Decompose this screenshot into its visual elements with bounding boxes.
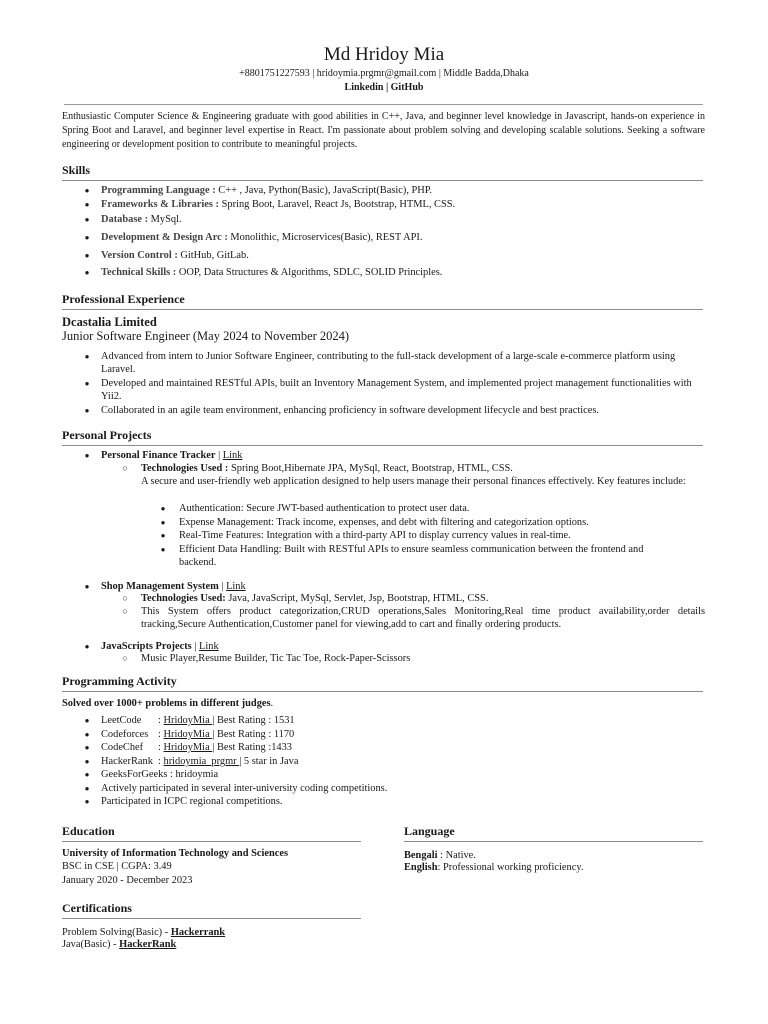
tech-label: Technologies Used :: [141, 463, 229, 474]
bullet-icon: ●: [84, 730, 90, 739]
certification-link[interactable]: HackerRank: [119, 939, 177, 950]
skill-value: MySql.: [150, 214, 182, 225]
judge-colon: :: [158, 756, 164, 767]
skill-item: [82, 198, 702, 211]
bullet-icon: ●: [84, 784, 90, 793]
profile-links: [0, 82, 768, 94]
judge-item: [82, 714, 295, 727]
section-heading-language: Language: [404, 824, 703, 842]
judge-item: [82, 755, 298, 768]
skill-value: Spring Boot, Laravel, React Js, Bootstrap, HTML, CSS.: [221, 199, 456, 210]
activity-item: [82, 768, 218, 781]
circle-bullet-icon: ○: [122, 463, 128, 473]
activity-item: [82, 782, 387, 795]
feature-label: Expense Management:: [179, 517, 274, 528]
certification-name: Problem Solving(Basic) -: [62, 927, 171, 938]
circle-bullet-icon: ○: [122, 606, 128, 616]
language-name: English: [404, 862, 438, 873]
language-level: : Native.: [437, 850, 476, 861]
project-description-row: [120, 652, 410, 665]
judge-name: LeetCode: [101, 715, 142, 726]
activity-intro-end: .: [270, 698, 274, 709]
candidate-name: Md Hridoy Mia: [323, 44, 445, 65]
bullet-icon: ●: [84, 743, 90, 752]
header-divider: [64, 104, 703, 105]
judge-name: HackerRank: [101, 756, 153, 767]
tech-list: Java, JavaScript, MySql, Servlet, Jsp, Bootstrap, HTML, CSS.: [225, 593, 489, 604]
project-title: Personal Finance Tracker: [101, 450, 216, 461]
bullet-icon: ●: [160, 531, 166, 540]
tech-label: Technologies Used:: [141, 593, 226, 604]
bullet-icon: ●: [84, 642, 90, 651]
judge-rating: | Best Rating : 1531: [212, 715, 295, 726]
project-description: A secure and user-friendly web application designed to help users manage their personal finances effectively. Key features include:: [141, 476, 686, 487]
activity-text: GeeksForGeeks : hridoymia: [101, 769, 219, 780]
bullet-icon: ●: [160, 518, 166, 527]
skill-item: [82, 231, 702, 244]
experience-text: Advanced from intern to Junior Software Engineer, contributing to the full-stack development of a large-scale e-commerce platform using Laravel.: [101, 351, 676, 376]
judge-item: [82, 741, 292, 754]
judge-rating: | Best Rating : 1170: [212, 729, 295, 740]
bullet-icon: ●: [84, 379, 90, 388]
bullet-icon: ●: [84, 352, 90, 361]
skill-label: Technical Skills :: [101, 267, 177, 278]
experience-text: Developed and maintained RESTful APIs, built an Inventory Management System, and implemented project management functionalities with Yii2.: [101, 378, 692, 403]
project-tech-row: [120, 592, 488, 605]
degree: BSC in CSE | CGPA: 3.49: [62, 861, 172, 872]
section-heading-experience: Professional Experience: [62, 292, 703, 310]
judge-handle-link[interactable]: HridoyMia: [163, 715, 213, 726]
skill-label: Version Control :: [101, 250, 178, 261]
certification-name: Java(Basic) -: [62, 939, 120, 950]
project-separator: |: [221, 581, 224, 592]
summary: Enthusiastic Computer Science & Engineering graduate with good abilities in C++, Java, and beginner level knowledge in Javascript, hands-on experience in Spring Boot and Laravel, and beginner level expertise in React. I'm passionate about problem solving and developing scalable solutions. Seeking a software engineering or development position to contribute to meaningful projects.: [62, 111, 705, 150]
feature-item: [158, 516, 703, 529]
project-link[interactable]: Link: [222, 450, 243, 461]
judge-rating: | 5 star in Java: [239, 756, 299, 767]
feature-text: Track income, expenses, and debt with filtering and categorization options.: [273, 517, 589, 528]
section-heading-activity: Programming Activity: [62, 674, 703, 692]
bullet-icon: ●: [160, 504, 166, 513]
skill-label: Frameworks & Libraries :: [101, 199, 220, 210]
skill-item: [82, 249, 702, 262]
bullet-icon: ●: [84, 716, 90, 725]
project-separator: |: [194, 641, 197, 652]
activity-item: [82, 795, 283, 808]
judge-handle-link[interactable]: hridoymia_prgmr: [163, 756, 240, 767]
feature-text: Built with RESTful APIs to ensure seamless communication between the frontend and backend.: [179, 544, 644, 569]
bullet-icon: ●: [84, 233, 90, 242]
activity-text: Actively participated in several inter-university coding competitions.: [101, 783, 388, 794]
project-tech-row: [120, 462, 513, 475]
feature-label: Authentication:: [179, 503, 244, 514]
github-link[interactable]: GitHub: [390, 82, 424, 93]
project-link[interactable]: Link: [226, 581, 246, 592]
skill-label: Database :: [101, 214, 149, 225]
certification-item: [62, 938, 176, 951]
feature-item: [158, 529, 703, 542]
certification-link[interactable]: Hackerrank: [170, 927, 226, 938]
project-description: Music Player,Resume Builder, Tic Tac Toe, Rock-Paper-Scissors: [141, 653, 411, 664]
school-name: University of Information Technology and Sciences: [62, 848, 289, 859]
activity-text: Participated in ICPC regional competitions.: [101, 796, 283, 807]
judge-handle-link[interactable]: HridoyMia: [163, 729, 213, 740]
skill-value: Monolithic, Microservices(Basic), REST API.: [230, 232, 423, 243]
feature-label: Real-Time Features:: [179, 530, 264, 541]
experience-bullet: [82, 377, 702, 403]
bullet-icon: ●: [84, 186, 90, 195]
language-item: [404, 861, 583, 874]
profile-separator: |: [385, 82, 389, 93]
skill-item: [82, 213, 702, 226]
bullet-icon: ●: [84, 200, 90, 209]
language-name: Bengali: [404, 850, 438, 861]
bullet-icon: ●: [84, 406, 90, 415]
education-dates: January 2020 - December 2023: [62, 875, 193, 886]
experience-bullet: [82, 350, 702, 376]
project-title: JavaScripts Projects: [101, 641, 192, 652]
section-heading-skills: Skills: [62, 163, 703, 181]
project-description-row: [120, 605, 705, 631]
skill-value: C++ , Java, Python(Basic), JavaScript(Basic), PHP.: [215, 185, 433, 196]
judge-colon: :: [158, 742, 164, 753]
tech-list: Spring Boot,Hibernate JPA, MySql, React, Bootstrap, HTML, CSS.: [228, 463, 513, 474]
judge-name: CodeChef: [101, 742, 144, 753]
feature-item: [158, 543, 683, 569]
skill-item: [82, 266, 702, 279]
bullet-icon: ●: [84, 770, 90, 779]
project-title: Shop Management System: [101, 581, 219, 592]
skill-value: GitHub, GitLab.: [180, 250, 249, 261]
section-heading-projects: Personal Projects: [62, 428, 703, 446]
linkedin-link[interactable]: Linkedin: [344, 82, 384, 93]
judge-item: [82, 728, 294, 741]
bullet-icon: ●: [84, 757, 90, 766]
bullet-icon: ●: [84, 215, 90, 224]
section-heading-education: Education: [62, 824, 361, 842]
judge-rating: | Best Rating :1433: [212, 742, 293, 753]
judge-name: Codeforces: [101, 729, 149, 740]
skill-label: Development & Design Arc :: [101, 232, 228, 243]
judge-colon: :: [158, 715, 164, 726]
activity-intro-text: Solved over 1000+ problems in different judges: [62, 698, 271, 709]
bullet-icon: ●: [84, 251, 90, 260]
bullet-icon: ●: [84, 797, 90, 806]
feature-item: [158, 502, 703, 515]
section-heading-certifications: Certifications: [62, 901, 361, 919]
circle-bullet-icon: ○: [122, 593, 128, 603]
project-separator: |: [218, 450, 221, 461]
activity-intro: [62, 697, 273, 710]
experience-bullet: [82, 404, 702, 417]
project-description: This System offers product categorization,CRUD operations,Sales Monitoring,Real time product availability,order details tracking,Secure Authentication,Customer panel for viewing,add to cart and finally ordering products.: [141, 606, 705, 631]
job-title: Junior Software Engineer (May 2024 to November 2024): [62, 329, 350, 343]
bullet-icon: ●: [84, 451, 90, 460]
skill-item: [82, 184, 702, 197]
skill-value: OOP, Data Structures & Algorithms, SDLC, SOLID Principles.: [178, 267, 443, 278]
feature-text: Integration with a third-party API to display currency values in real-time.: [263, 530, 571, 541]
judge-colon: :: [158, 729, 164, 740]
bullet-icon: ●: [84, 268, 90, 277]
project-link[interactable]: Link: [199, 641, 219, 652]
contact-line: +8801751227593 | hridoymia.prgmr@gmail.com | Middle Badda,Dhaka: [239, 68, 529, 79]
circle-bullet-icon: ○: [122, 653, 128, 663]
bullet-icon: ●: [84, 582, 90, 591]
judge-handle-link[interactable]: HridoyMia: [163, 742, 213, 753]
project-title-row: [82, 449, 242, 462]
feature-text: Secure JWT-based authentication to protect user data.: [243, 503, 470, 514]
experience-text: Collaborated in an agile team environment, enhancing proficiency in software development lifecycle and best practices.: [101, 405, 599, 416]
language-level: : Professional working proficiency.: [437, 862, 584, 873]
bullet-icon: ●: [160, 545, 166, 554]
feature-label: Efficient Data Handling:: [179, 544, 282, 555]
skill-label: Programming Language :: [101, 185, 216, 196]
company-name: Dcastalia Limited: [62, 315, 157, 329]
